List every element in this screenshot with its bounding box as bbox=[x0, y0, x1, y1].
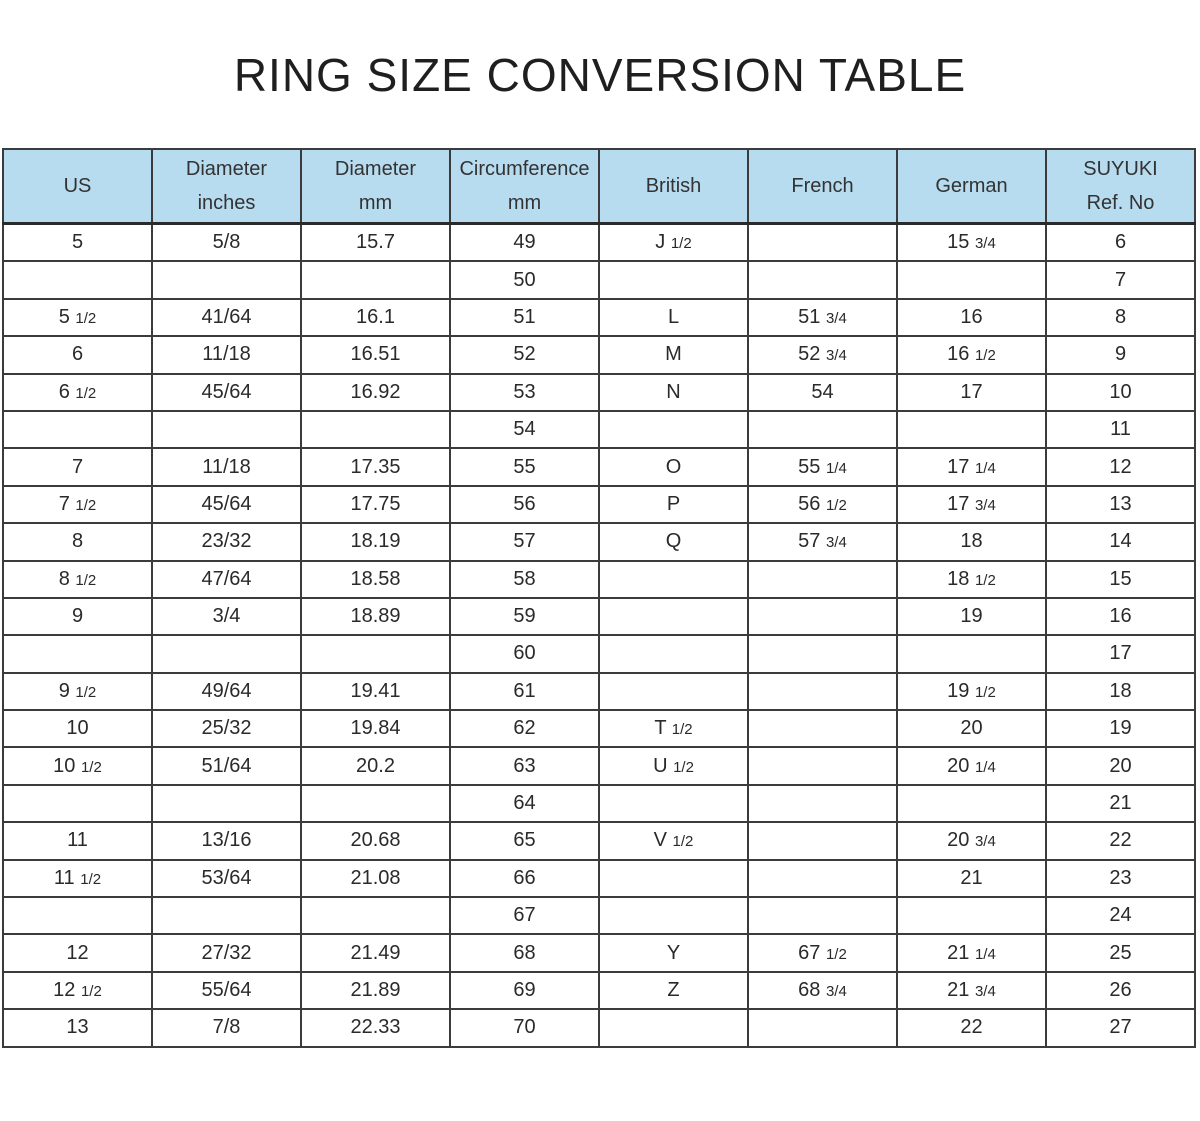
table-cell: 53 bbox=[450, 374, 599, 411]
column-header-label: Circumference bbox=[459, 158, 590, 180]
table-cell bbox=[152, 411, 301, 448]
table-cell bbox=[3, 635, 152, 672]
table-cell: 69 bbox=[450, 972, 599, 1009]
table-row bbox=[3, 411, 1195, 448]
table-cell bbox=[599, 785, 748, 822]
table-cell: 56 bbox=[450, 486, 599, 523]
column-header-label: mm bbox=[358, 192, 393, 214]
page-title: RING SIZE CONVERSION TABLE bbox=[233, 49, 967, 101]
table-cell: 17 bbox=[1046, 635, 1195, 672]
table-cell bbox=[748, 710, 897, 747]
table-cell: 21 3/4 bbox=[897, 972, 1046, 1009]
table-cell: 17 3/4 bbox=[897, 486, 1046, 523]
table-cell bbox=[599, 860, 748, 897]
table-cell: 14 bbox=[1046, 523, 1195, 560]
table-cell: 5/8 bbox=[152, 224, 301, 262]
table-cell bbox=[152, 635, 301, 672]
table-cell: 10 1/2 bbox=[3, 747, 152, 784]
table-cell: 7 bbox=[1046, 261, 1195, 298]
table-cell: 18 1/2 bbox=[897, 561, 1046, 598]
table-cell: 18 bbox=[1046, 673, 1195, 710]
table-cell bbox=[748, 747, 897, 784]
table-cell bbox=[748, 897, 897, 934]
table-cell: 9 bbox=[1046, 336, 1195, 373]
column-header-label: Diameter bbox=[334, 158, 417, 180]
table-cell: 15 3/4 bbox=[897, 224, 1046, 262]
table-row bbox=[3, 523, 1195, 560]
table-cell: 23/32 bbox=[152, 523, 301, 560]
table-cell: U 1/2 bbox=[599, 747, 748, 784]
table-cell: 7 bbox=[3, 448, 152, 485]
table-cell: 60 bbox=[450, 635, 599, 672]
table-cell: 19.84 bbox=[301, 710, 450, 747]
table-cell: 41/64 bbox=[152, 299, 301, 336]
table-cell: 27/32 bbox=[152, 934, 301, 971]
table-cell: 18.89 bbox=[301, 598, 450, 635]
table-cell: 11 bbox=[3, 822, 152, 859]
ring-size-table bbox=[2, 148, 1196, 1048]
column-header-label: British bbox=[645, 175, 702, 197]
table-cell: 6 bbox=[3, 336, 152, 373]
table-cell: 53/64 bbox=[152, 860, 301, 897]
table-cell: 12 bbox=[3, 934, 152, 971]
table-cell: 54 bbox=[450, 411, 599, 448]
table-cell: 21.08 bbox=[301, 860, 450, 897]
table-cell: 16.1 bbox=[301, 299, 450, 336]
table-cell: 16.92 bbox=[301, 374, 450, 411]
table-row bbox=[3, 486, 1195, 523]
table-cell: 66 bbox=[450, 860, 599, 897]
column-header bbox=[897, 149, 1046, 224]
table-cell bbox=[897, 635, 1046, 672]
table-cell: 22 bbox=[897, 1009, 1046, 1046]
table-cell: 68 bbox=[450, 934, 599, 971]
table-cell: 21 bbox=[1046, 785, 1195, 822]
table-cell: Z bbox=[599, 972, 748, 1009]
table-cell bbox=[152, 897, 301, 934]
table-cell bbox=[301, 635, 450, 672]
table-cell: 50 bbox=[450, 261, 599, 298]
table-cell bbox=[152, 785, 301, 822]
table-cell bbox=[748, 673, 897, 710]
table-cell: 8 1/2 bbox=[3, 561, 152, 598]
table-cell: 49 bbox=[450, 224, 599, 262]
table-cell bbox=[599, 673, 748, 710]
table-cell bbox=[748, 224, 897, 262]
column-header-label: Diameter bbox=[185, 158, 268, 180]
table-cell: J 1/2 bbox=[599, 224, 748, 262]
table-cell bbox=[301, 897, 450, 934]
table-row bbox=[3, 934, 1195, 971]
table-cell: 7 1/2 bbox=[3, 486, 152, 523]
table-cell bbox=[152, 261, 301, 298]
table-cell bbox=[748, 785, 897, 822]
table-cell: 5 bbox=[3, 224, 152, 262]
table-cell bbox=[599, 1009, 748, 1046]
table-cell: T 1/2 bbox=[599, 710, 748, 747]
table-cell: 56 1/2 bbox=[748, 486, 897, 523]
table-cell: 6 1/2 bbox=[3, 374, 152, 411]
table-cell bbox=[897, 897, 1046, 934]
table-cell: 10 bbox=[1046, 374, 1195, 411]
table-row bbox=[3, 822, 1195, 859]
table-cell: 12 1/2 bbox=[3, 972, 152, 1009]
table-cell: 11/18 bbox=[152, 336, 301, 373]
table-cell bbox=[301, 785, 450, 822]
table-cell: 55 1/4 bbox=[748, 448, 897, 485]
table-cell: V 1/2 bbox=[599, 822, 748, 859]
table-cell bbox=[748, 860, 897, 897]
table-cell: 51 bbox=[450, 299, 599, 336]
table-row bbox=[3, 860, 1195, 897]
table-cell: 19 1/2 bbox=[897, 673, 1046, 710]
table-cell: 21 bbox=[897, 860, 1046, 897]
table-row bbox=[3, 261, 1195, 298]
table-cell: 20 1/4 bbox=[897, 747, 1046, 784]
table-cell: 19 bbox=[1046, 710, 1195, 747]
table-row bbox=[3, 224, 1195, 262]
table-cell bbox=[3, 785, 152, 822]
table-cell bbox=[599, 598, 748, 635]
table-cell: 62 bbox=[450, 710, 599, 747]
table-cell: 18.19 bbox=[301, 523, 450, 560]
table-row bbox=[3, 897, 1195, 934]
table-cell: 17 1/4 bbox=[897, 448, 1046, 485]
table-cell: 17.35 bbox=[301, 448, 450, 485]
column-header bbox=[450, 149, 599, 224]
table-cell: 19.41 bbox=[301, 673, 450, 710]
table-cell bbox=[897, 261, 1046, 298]
table-cell: 15 bbox=[1046, 561, 1195, 598]
table-cell: 12 bbox=[1046, 448, 1195, 485]
table-cell: 7/8 bbox=[152, 1009, 301, 1046]
table-cell: 8 bbox=[1046, 299, 1195, 336]
table-cell: 57 bbox=[450, 523, 599, 560]
table-cell: 11/18 bbox=[152, 448, 301, 485]
table-cell: 9 1/2 bbox=[3, 673, 152, 710]
table-cell: 13 bbox=[1046, 486, 1195, 523]
column-header bbox=[599, 149, 748, 224]
table-cell bbox=[599, 411, 748, 448]
table-cell: 6 bbox=[1046, 224, 1195, 262]
column-header bbox=[301, 149, 450, 224]
table-cell: 64 bbox=[450, 785, 599, 822]
table-row bbox=[3, 972, 1195, 1009]
table-cell: 55 bbox=[450, 448, 599, 485]
table-row bbox=[3, 1009, 1195, 1046]
table-cell: 61 bbox=[450, 673, 599, 710]
table-cell: 17.75 bbox=[301, 486, 450, 523]
table-cell: 51 3/4 bbox=[748, 299, 897, 336]
table-cell: 13/16 bbox=[152, 822, 301, 859]
table-cell: 20 bbox=[897, 710, 1046, 747]
table-cell bbox=[599, 635, 748, 672]
table-cell bbox=[599, 261, 748, 298]
table-cell: 20 bbox=[1046, 747, 1195, 784]
table-cell: 51/64 bbox=[152, 747, 301, 784]
table-cell: 16 bbox=[897, 299, 1046, 336]
table-cell: 21.49 bbox=[301, 934, 450, 971]
table-cell: P bbox=[599, 486, 748, 523]
table-cell: 67 bbox=[450, 897, 599, 934]
column-header bbox=[1046, 149, 1195, 224]
table-cell: 55/64 bbox=[152, 972, 301, 1009]
table-cell: 9 bbox=[3, 598, 152, 635]
column-header-label: inches bbox=[197, 192, 256, 214]
table-cell: 22.33 bbox=[301, 1009, 450, 1046]
table-cell: 11 bbox=[1046, 411, 1195, 448]
table-row bbox=[3, 299, 1195, 336]
table-row bbox=[3, 785, 1195, 822]
table-cell: 15.7 bbox=[301, 224, 450, 262]
table-cell bbox=[3, 411, 152, 448]
table-cell: 52 3/4 bbox=[748, 336, 897, 373]
table-cell bbox=[748, 822, 897, 859]
table-row bbox=[3, 673, 1195, 710]
table-cell: 67 1/2 bbox=[748, 934, 897, 971]
table-header-row bbox=[3, 149, 1195, 224]
table-cell bbox=[748, 635, 897, 672]
table-cell: 20.2 bbox=[301, 747, 450, 784]
table-row bbox=[3, 710, 1195, 747]
table-row bbox=[3, 747, 1195, 784]
table-cell: M bbox=[599, 336, 748, 373]
table-cell: 25 bbox=[1046, 934, 1195, 971]
column-header-label: German bbox=[935, 175, 1008, 197]
column-header bbox=[152, 149, 301, 224]
table-cell: 58 bbox=[450, 561, 599, 598]
table-cell: 21.89 bbox=[301, 972, 450, 1009]
table-cell: L bbox=[599, 299, 748, 336]
table-cell bbox=[748, 1009, 897, 1046]
table-cell: 13 bbox=[3, 1009, 152, 1046]
table-cell bbox=[748, 561, 897, 598]
table-cell bbox=[301, 261, 450, 298]
table-cell: 22 bbox=[1046, 822, 1195, 859]
table-body bbox=[3, 224, 1195, 1047]
table-cell: 63 bbox=[450, 747, 599, 784]
table-cell: 16 bbox=[1046, 598, 1195, 635]
table-cell: 24 bbox=[1046, 897, 1195, 934]
table-cell: 25/32 bbox=[152, 710, 301, 747]
table-cell: N bbox=[599, 374, 748, 411]
table-row bbox=[3, 561, 1195, 598]
column-header-label: mm bbox=[507, 192, 542, 214]
table-cell: 18.58 bbox=[301, 561, 450, 598]
table-cell: 47/64 bbox=[152, 561, 301, 598]
table-cell: 20.68 bbox=[301, 822, 450, 859]
table-cell: 17 bbox=[897, 374, 1046, 411]
table-row bbox=[3, 448, 1195, 485]
table-cell: 70 bbox=[450, 1009, 599, 1046]
table-cell: 65 bbox=[450, 822, 599, 859]
column-header bbox=[3, 149, 152, 224]
table-cell: 16 1/2 bbox=[897, 336, 1046, 373]
table-cell: 27 bbox=[1046, 1009, 1195, 1046]
table-cell: 68 3/4 bbox=[748, 972, 897, 1009]
table-cell: 19 bbox=[897, 598, 1046, 635]
column-header-label: Ref. No bbox=[1086, 192, 1155, 214]
table-cell bbox=[599, 897, 748, 934]
column-header-label: US bbox=[63, 175, 92, 197]
table-cell: 49/64 bbox=[152, 673, 301, 710]
table-cell: 45/64 bbox=[152, 486, 301, 523]
column-header bbox=[748, 149, 897, 224]
table-cell bbox=[897, 411, 1046, 448]
column-header-label: French bbox=[791, 175, 854, 197]
table-cell: Y bbox=[599, 934, 748, 971]
table-row bbox=[3, 374, 1195, 411]
table-cell: Q bbox=[599, 523, 748, 560]
table-cell: 23 bbox=[1046, 860, 1195, 897]
table-cell bbox=[748, 411, 897, 448]
table-cell: 54 bbox=[748, 374, 897, 411]
column-header-label: SUYUKI bbox=[1083, 158, 1158, 180]
table-cell: O bbox=[599, 448, 748, 485]
table-cell: 52 bbox=[450, 336, 599, 373]
table-cell bbox=[301, 411, 450, 448]
table-cell: 16.51 bbox=[301, 336, 450, 373]
table-cell: 8 bbox=[3, 523, 152, 560]
table-row bbox=[3, 598, 1195, 635]
table-cell bbox=[748, 598, 897, 635]
table-cell bbox=[3, 261, 152, 298]
table-cell: 11 1/2 bbox=[3, 860, 152, 897]
table-cell bbox=[3, 897, 152, 934]
table-cell: 57 3/4 bbox=[748, 523, 897, 560]
table-cell: 21 1/4 bbox=[897, 934, 1046, 971]
table-cell: 3/4 bbox=[152, 598, 301, 635]
table-cell bbox=[748, 261, 897, 298]
table-row bbox=[3, 336, 1195, 373]
table-cell bbox=[897, 785, 1046, 822]
table-cell: 18 bbox=[897, 523, 1046, 560]
table-cell: 45/64 bbox=[152, 374, 301, 411]
table-cell: 10 bbox=[3, 710, 152, 747]
table-cell: 26 bbox=[1046, 972, 1195, 1009]
table-cell bbox=[599, 561, 748, 598]
table-row bbox=[3, 635, 1195, 672]
table-cell: 59 bbox=[450, 598, 599, 635]
table-cell: 5 1/2 bbox=[3, 299, 152, 336]
table-cell: 20 3/4 bbox=[897, 822, 1046, 859]
